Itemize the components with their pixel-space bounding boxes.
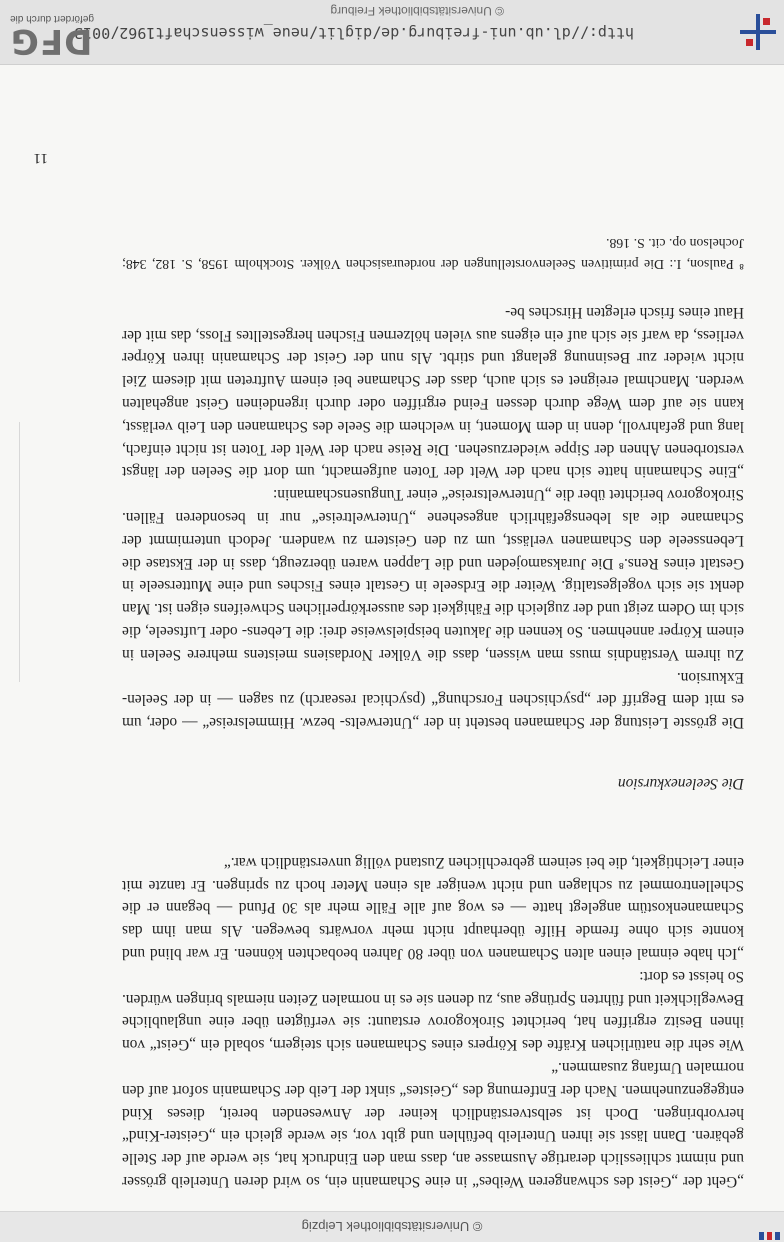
margin-line [19, 422, 20, 682]
paragraph: Wie sehr die natürlichen Kräfte des Körpers eines Schamanen sich steigern, sobald ein „Geist“ von ihnen Besitz ergriffen hat, berichtet Sirokogorov erstaunt: sie verfügten über eine unglaubliche Beweglichkeit und führten Sprünge aus, zu denen sie es in normalen Zeiten niemals bringen würden. So heisst es dort: [122, 967, 744, 1054]
page-number: 11 [33, 150, 48, 166]
paragraph: „Geht der „Geist des schwangeren Weibes“ in eine Schamanin ein, so wird deren Unterleib grösser und nimmt schliesslich derartige Ausmasse an, dass man den Eindruck hat, sie werde auf der Stelle gebären. Dann lässt sie ihren Unterleib befühlen und gibt vor, sie werde gleich ein „Geister-Kind“ hervorbringen. Doch ist selbstverständlich keiner der Anwesenden bereit, dieses Kind entgegenzunehmen. Nach der Entfernung des „Geistes“ sinkt der Leib der Schamanin sofort auf den normalen Umfang zusammen.“ [122, 1059, 744, 1190]
paragraph: „Ich habe einmal einen alten Schamanen von über 80 Jahren beobachten können. Er war blind und konnte sich ohne fremde Hilfe überhaupt nicht mehr vorwärts bewegen. Als man ihm das Schamanenkostüm angelegt hatte — es wog auf alle Fälle mehr als 30 Pfund — begann er die Schellentrommel zu schlagen und nicht weniger als einen Meter hoch zu springen. Er tanzte mit einer Leichtigkeit, die bei seinem gebrechlichen Zustand völlig unverständlich war.“ [122, 853, 744, 963]
paragraph: „Eine Schamanin hatte sich nach der Welt der Toten aufgemacht, um dort die Seelen der längst verstorbenen Ahnen der Sippe wiederzusehen. Die Reise nach der Welt der Toten ist nicht einfach, lang und gefahrvoll, denn in dem Moment, in welchem die Seele des Schamanen den Leib verlässt, kann sie auf dem Wege durch dessen Feind ergriffen oder durch irgendeinen Geist angehalten werden. Manchmal ereignet es sich auch, dass der Schamane bei einem Auftreten mit diesem Ziel nicht wieder zur Besinnung gelangt und stirbt. Als nun der Geist der Schamanin ihren Körper verliess, da warf sie sich auf ein eigens aus vielen hölzernen Fischen hergestelltes Floss, das mit der Haut eines frisch erlegten Hirsches be- [122, 303, 744, 481]
footer-library-text: © Universitätsbibliothek Freiburg [330, 4, 504, 18]
ub-freiburg-logo-icon [736, 10, 780, 54]
header-bar [0, 1211, 784, 1242]
footnote: ⁸ Paulson, I.: Die primitiven Seelenvorstellungen der nordeurasischen Völker. Stockholm 1958, S. 182, 348; Jochelson op. cit. S. 168. [122, 236, 744, 273]
paragraph: Die grösste Leistung der Schamanen besteht in der „Unterwelts- bezw. Himmelsreise“ — oder, um es mit dem Begriff der „psychischen Forschung“ (psychical research) zu sagen — in der Seelen-Exkursion. [122, 668, 744, 732]
page-body [122, 233, 744, 1192]
section-heading: Die Seelenexkursion [617, 775, 744, 793]
dfg-logo [10, 6, 130, 61]
dfg-logo-text: DFG [10, 21, 93, 61]
footer-bar [0, 0, 784, 65]
paragraph: Zu ihrem Verständnis muss man wissen, dass die Völker Nordasiens meistens mehrere Seelen in einem Körper annehmen. So kennen die Jakuten beispielsweise drei: die Lebens- oder Luftseele, die sich im Odem zeigt und der zugleich die Fähigkeit des ausserkörperlichen Schweifens eigen ist. Man denkt sie sich vogelgestaltig. Weiter die Erdseele in Gestalt eines Fisches und eine Mutterseele in Gestalt eines Rens.⁸ Die Juraksamojeden und die Lappen waren überzeugt, dass in der Ekstase die Lebensseele den Schamanen verlässt, um zu den Geistern zu wandern. Jedoch unternimmt der Schamane die als lebensgefährlich angesehene „Unterweltreise“ nur in besonderen Fällen. Sirokogorov berichtet über die „Unterweltsreise“ einer Tungusenschamanin: [122, 486, 744, 663]
header-library-text: © Universitätsbibliothek Leipzig [301, 1219, 483, 1234]
footer-url-link[interactable]: http://dl.ub.uni-freiburg.de/diglit/neue_wissenschaft1962/0013 [74, 24, 634, 42]
dfg-tagline: gefördert durch die [10, 13, 94, 24]
